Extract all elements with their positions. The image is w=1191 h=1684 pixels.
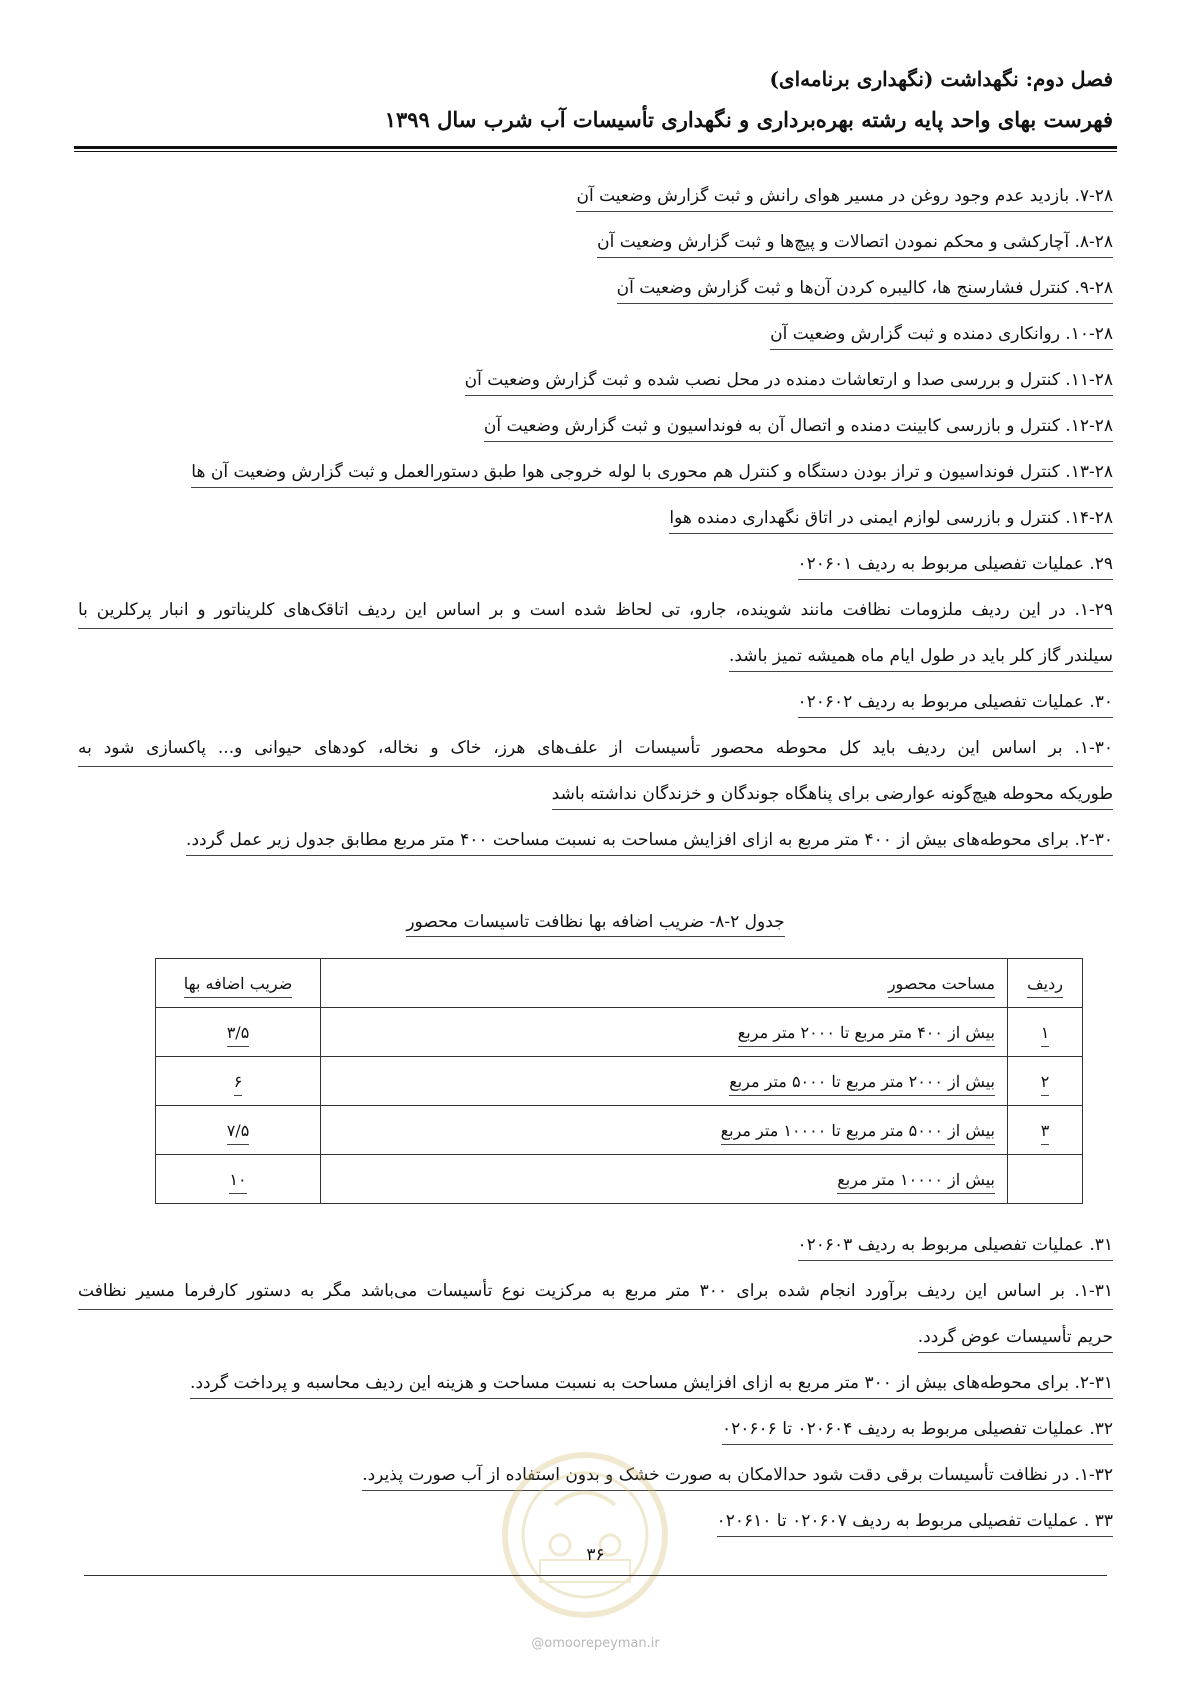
watermark-seal-icon bbox=[500, 1450, 670, 1620]
table-row bbox=[156, 1106, 1083, 1155]
item-28-7: ۷-۲۸. بازدید عدم وجود روغن در مسیر هوای رانش و ثبت گزارش وضعیت آن bbox=[78, 173, 1113, 219]
row-number: ۳ bbox=[1008, 1106, 1083, 1155]
header-coefficient: ضریب اضافه بها bbox=[156, 959, 321, 1008]
table-row bbox=[156, 1057, 1083, 1106]
row-coefficient: ۳/۵ bbox=[156, 1008, 321, 1057]
table-caption: جدول ۲-۸- ضریب اضافه بها نظافت تاسیسات محصور bbox=[0, 912, 1191, 932]
item-30-1-b: طوریکه محوطه هیچ‌گونه عوارضی برای پناهگاه جوندگان و خزندگان نداشته باشد bbox=[78, 771, 1113, 817]
row-coefficient: ۶ bbox=[156, 1057, 321, 1106]
item-30-1-a: ۱-۳۰. بر اساس این ردیف باید کل محوطه محصور تأسیسات از علف‌های هرز، خاک و نخاله، کودهای حیوانی و... پاکسازی شود به bbox=[78, 725, 1113, 771]
surcharge-table bbox=[155, 958, 1083, 1204]
watermark-url: @omoorepeyman.ir bbox=[531, 1636, 660, 1651]
item-30-2: ۲-۳۰. برای محوطه‌های بیش از ۴۰۰ متر مربع به ازای افزایش مساحت به نسبت مساحت ۴۰۰ متر مربع مطابق جدول زیر عمل گردد. bbox=[78, 817, 1113, 863]
table-header-row bbox=[156, 959, 1083, 1008]
item-32-1: ۱-۳۲. در نظافت تأسیسات برقی دقت شود حدالامکان به صورت خشک و بدون استفاده از آب صورت پذیرد. bbox=[78, 1452, 1113, 1498]
item-29-1-a: ۱-۲۹. در این ردیف ملزومات نظافت مانند شوینده، جارو، تی لحاظ شده است و بر اساس این ردیف اتاقک‌های کلریناتور و انبار پرکلرین با bbox=[78, 587, 1113, 633]
page-header bbox=[78, 62, 1113, 140]
heading-31: ۳۱. عملیات تفصیلی مربوط به ردیف ۰۲۰۶۰۳ bbox=[78, 1222, 1113, 1268]
row-coefficient: ۷/۵ bbox=[156, 1106, 321, 1155]
item-28-10: ۱۰-۲۸. روانکاری دمنده و ثبت گزارش وضعیت آن bbox=[78, 311, 1113, 357]
document-title: فهرست بهای واحد پایه رشته بهره‌برداری و نگهداری تأسیسات آب شرب سال ۱۳۹۹ bbox=[384, 107, 1113, 132]
item-31-1-a: ۱-۳۱. بر اساس این ردیف برآورد انجام شده برای ۳۰۰ متر مربع به مرکزیت نوع تأسیسات می‌باشد مگر به دستور کارفرما مسیر نظافت bbox=[78, 1268, 1113, 1314]
item-28-11: ۱۱-۲۸. کنترل و بررسی صدا و ارتعاشات دمنده در محل نصب شده و ثبت گزارش وضعیت آن bbox=[78, 357, 1113, 403]
footer-rule bbox=[84, 1575, 1107, 1576]
heading-33: ۳۳ . عملیات تفصیلی مربوط به ردیف ۰۲۰۶۰۷ تا ۰۲۰۶۱۰ bbox=[78, 1498, 1113, 1544]
item-28-8: ۸-۲۸. آچارکشی و محکم نمودن اتصالات و پیچ‌ها و ثبت گزارش وضعیت آن bbox=[78, 219, 1113, 265]
item-28-13: ۱۳-۲۸. کنترل فونداسیون و تراز بودن دستگاه و کنترل هم محوری با لوله خروجی هوا طبق دستورالعمل و ثبت گزارش وضعیت آن ها bbox=[78, 449, 1113, 495]
header-rule-thin bbox=[74, 151, 1117, 152]
row-number: ۲ bbox=[1008, 1057, 1083, 1106]
section-28-30 bbox=[78, 173, 1113, 863]
row-area: بیش از ۱۰۰۰۰ متر مربع bbox=[321, 1155, 1008, 1204]
table-row bbox=[156, 1008, 1083, 1057]
heading-29: ۲۹. عملیات تفصیلی مربوط به ردیف ۰۲۰۶۰۱ bbox=[78, 541, 1113, 587]
header-rule-thick bbox=[74, 146, 1117, 149]
table-row bbox=[156, 1155, 1083, 1204]
item-31-2: ۲-۳۱. برای محوطه‌های بیش از ۳۰۰ متر مربع به ازای افزایش مساحت به نسبت مساحت و هزینه این ردیف محاسبه و پرداخت گردد. bbox=[78, 1360, 1113, 1406]
row-area: بیش از ۲۰۰۰ متر مربع تا ۵۰۰۰ متر مربع bbox=[321, 1057, 1008, 1106]
row-number bbox=[1008, 1155, 1083, 1204]
row-area: بیش از ۴۰۰ متر مربع تا ۲۰۰۰ متر مربع bbox=[321, 1008, 1008, 1057]
item-28-9: ۹-۲۸. کنترل فشارسنج ها، کالیبره کردن آن‌ها و ثبت گزارش وضعیت آن bbox=[78, 265, 1113, 311]
item-28-12: ۱۲-۲۸. کنترل و بازرسی کابینت دمنده و اتصال آن به فونداسیون و ثبت گزارش وضعیت آن bbox=[78, 403, 1113, 449]
item-29-1-b: سیلندر گاز کلر باید در طول ایام ماه همیشه تمیز باشد. bbox=[78, 633, 1113, 679]
page-number: ۳۶ bbox=[586, 1545, 605, 1565]
chapter-title: فصل دوم: نگهداشت (نگهداری برنامه‌ای) bbox=[769, 67, 1113, 91]
row-area: بیش از ۵۰۰۰ متر مربع تا ۱۰۰۰۰ متر مربع bbox=[321, 1106, 1008, 1155]
row-number: ۱ bbox=[1008, 1008, 1083, 1057]
row-coefficient: ۱۰ bbox=[156, 1155, 321, 1204]
heading-30: ۳۰. عملیات تفصیلی مربوط به ردیف ۰۲۰۶۰۲ bbox=[78, 679, 1113, 725]
item-28-14: ۱۴-۲۸. کنترل و بازرسی لوازم ایمنی در اتاق نگهداری دمنده هوا bbox=[78, 495, 1113, 541]
header-area: مساحت محصور bbox=[321, 959, 1008, 1008]
header-row-number: ردیف bbox=[1008, 959, 1083, 1008]
item-31-1-b: حریم تأسیسات عوض گردد. bbox=[78, 1314, 1113, 1360]
heading-32: ۳۲. عملیات تفصیلی مربوط به ردیف ۰۲۰۶۰۴ تا ۰۲۰۶۰۶ bbox=[78, 1406, 1113, 1452]
